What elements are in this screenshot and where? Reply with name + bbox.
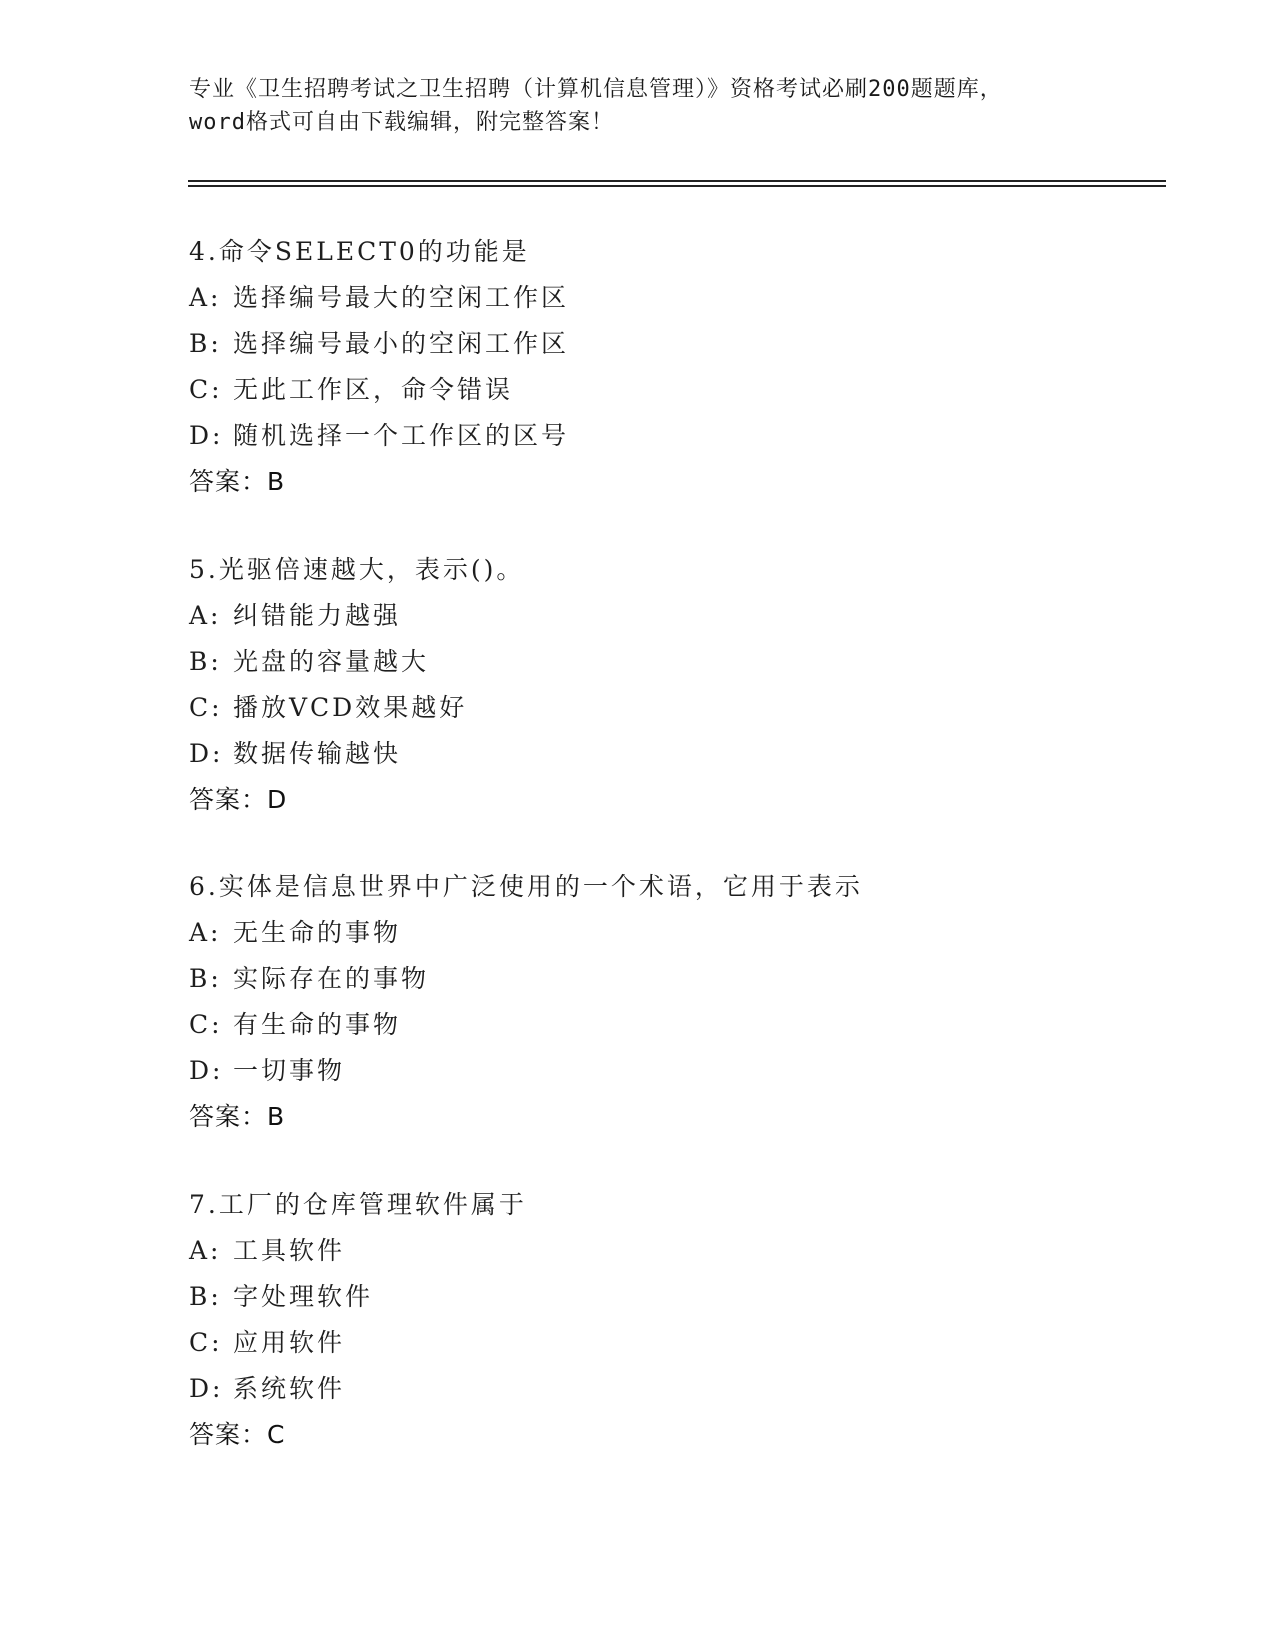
option-text: 随机选择一个工作区的区号: [233, 421, 570, 450]
option-c: [189, 685, 1189, 731]
question-4: [189, 229, 1189, 505]
option-letter: A:: [189, 601, 222, 630]
option-text: 无生命的事物: [233, 918, 402, 947]
option-b: [189, 321, 1189, 367]
option-d: [189, 413, 1189, 459]
option-letter: D:: [189, 1374, 224, 1403]
option-letter: B:: [189, 964, 222, 993]
option-text: 无此工作区，命令错误: [233, 375, 514, 404]
question-6: [189, 864, 1189, 1140]
option-letter: D:: [189, 739, 224, 768]
option-text: 选择编号最小的空闲工作区: [233, 329, 570, 358]
option-d: [189, 731, 1189, 777]
header-title-line-1: 专业《卫生招聘考试之卫生招聘（计算机信息管理）》资格考试必刷200题题库，: [189, 77, 1003, 102]
question-stem: 4.命令SELECT0的功能是: [189, 237, 530, 266]
option-letter: B:: [189, 1282, 222, 1311]
option-c: [189, 1320, 1189, 1366]
option-text: 一切事物: [233, 1056, 346, 1085]
option-letter: C:: [189, 693, 223, 722]
document-header: [189, 73, 1089, 139]
option-text: 实际存在的事物: [233, 964, 430, 993]
question-stem: 6.实体是信息世界中广泛使用的一个术语，它用于表示: [189, 872, 863, 901]
question-stem: 7.工厂的仓库管理软件属于: [189, 1190, 527, 1219]
option-text: 数据传输越快: [233, 739, 402, 768]
question-7: [189, 1182, 1189, 1458]
option-text: 应用软件: [233, 1328, 346, 1357]
option-b: [189, 639, 1189, 685]
option-text: 选择编号最大的空闲工作区: [233, 283, 570, 312]
option-letter: A:: [189, 918, 222, 947]
option-letter: C:: [189, 1010, 223, 1039]
answer: 答案：B: [189, 1102, 286, 1131]
answer: 答案：D: [189, 785, 288, 814]
option-b: [189, 1274, 1189, 1320]
option-c: [189, 367, 1189, 413]
option-letter: B:: [189, 329, 222, 358]
option-text: 光盘的容量越大: [233, 647, 430, 676]
option-d: [189, 1048, 1189, 1094]
header-divider-bottom: [188, 185, 1166, 187]
option-a: [189, 593, 1189, 639]
option-letter: A:: [189, 283, 222, 312]
option-text: 有生命的事物: [233, 1010, 402, 1039]
answer: 答案：C: [189, 1420, 286, 1449]
option-text: 纠错能力越强: [233, 601, 402, 630]
header-title-line-2: word格式可自由下载编辑，附完整答案！: [189, 110, 614, 135]
option-text: 工具软件: [233, 1236, 346, 1265]
option-text: 系统软件: [233, 1374, 346, 1403]
answer: 答案：B: [189, 467, 286, 496]
option-c: [189, 1002, 1189, 1048]
option-d: [189, 1366, 1189, 1412]
option-letter: C:: [189, 375, 223, 404]
option-text: 字处理软件: [233, 1282, 374, 1311]
option-letter: C:: [189, 1328, 223, 1357]
option-a: [189, 910, 1189, 956]
option-letter: B:: [189, 647, 222, 676]
option-a: [189, 275, 1189, 321]
question-stem: 5.光驱倍速越大，表示()。: [189, 555, 525, 584]
question-5: [189, 547, 1189, 823]
header-divider-top: [188, 180, 1166, 182]
option-letter: D:: [189, 1056, 224, 1085]
option-a: [189, 1228, 1189, 1274]
option-letter: D:: [189, 421, 224, 450]
option-text: 播放VCD效果越好: [233, 693, 468, 722]
option-letter: A:: [189, 1236, 222, 1265]
option-b: [189, 956, 1189, 1002]
